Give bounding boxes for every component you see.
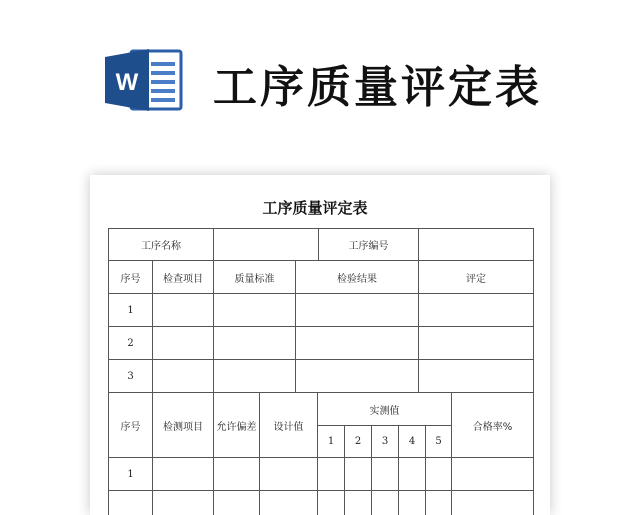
row-number: 2 — [109, 327, 153, 360]
pass-rate-cell[interactable] — [452, 458, 534, 491]
row-number — [109, 491, 153, 515]
process-code-label: 工序编号 — [319, 229, 419, 261]
check-item-cell[interactable] — [153, 360, 214, 393]
measured-col-2: 2 — [345, 426, 372, 458]
header-test-item: 检测项目 — [153, 393, 214, 458]
measured-col-5: 5 — [426, 426, 452, 458]
process-name-field[interactable] — [214, 229, 319, 261]
standard-cell[interactable] — [214, 327, 296, 360]
result-cell[interactable] — [296, 294, 419, 327]
table-row — [109, 327, 534, 360]
measurement-table — [108, 392, 534, 515]
standard-cell[interactable] — [214, 360, 296, 393]
measured-cell[interactable] — [372, 458, 399, 491]
result-cell[interactable] — [296, 327, 419, 360]
measured-cell[interactable] — [426, 458, 452, 491]
header-rating: 评定 — [419, 261, 534, 294]
process-name-label: 工序名称 — [109, 229, 214, 261]
rating-cell[interactable] — [419, 294, 534, 327]
document-sheet — [90, 175, 550, 515]
tolerance-cell[interactable] — [214, 458, 260, 491]
measured-cell[interactable] — [426, 491, 452, 515]
measured-cell[interactable] — [318, 491, 345, 515]
table-row — [109, 360, 534, 393]
header-no: 序号 — [109, 261, 153, 294]
row-number: 1 — [109, 294, 153, 327]
process-code-field[interactable] — [419, 229, 534, 261]
header-check-item: 检查项目 — [153, 261, 214, 294]
measured-cell[interactable] — [345, 491, 372, 515]
pass-rate-cell[interactable] — [452, 491, 534, 515]
page-title: 工序质量评定表 — [213, 58, 542, 118]
check-item-cell[interactable] — [153, 327, 214, 360]
measured-cell[interactable] — [372, 491, 399, 515]
document-title: 工序质量评定表 — [90, 197, 540, 218]
inspection-header-row — [109, 261, 534, 294]
process-info-row — [109, 229, 534, 261]
result-cell[interactable] — [296, 360, 419, 393]
measured-cell[interactable] — [399, 458, 426, 491]
table-row — [109, 458, 534, 491]
measured-cell[interactable] — [399, 491, 426, 515]
design-value-cell[interactable] — [260, 458, 318, 491]
table-row — [109, 491, 534, 515]
standard-cell[interactable] — [214, 294, 296, 327]
table-row — [109, 294, 534, 327]
inspection-table — [108, 228, 534, 393]
header-inspection-result: 检验结果 — [296, 261, 419, 294]
rating-cell[interactable] — [419, 360, 534, 393]
row-number: 3 — [109, 360, 153, 393]
header-design-value: 设计值 — [260, 393, 318, 458]
rating-cell[interactable] — [419, 327, 534, 360]
check-item-cell[interactable] — [153, 294, 214, 327]
header-pass-rate: 合格率% — [452, 393, 534, 458]
tolerance-cell[interactable] — [214, 491, 260, 515]
measurement-header-row — [109, 393, 534, 426]
header-measured-value: 实测值 — [318, 393, 452, 426]
measured-cell[interactable] — [318, 458, 345, 491]
design-value-cell[interactable] — [260, 491, 318, 515]
header-quality-standard: 质量标准 — [214, 261, 296, 294]
header-tolerance: 允许偏差 — [214, 393, 260, 458]
measured-col-1: 1 — [318, 426, 345, 458]
test-item-cell[interactable] — [153, 458, 214, 491]
test-item-cell[interactable] — [153, 491, 214, 515]
page-header — [0, 0, 640, 150]
header-no: 序号 — [109, 393, 153, 458]
row-number: 1 — [109, 458, 153, 491]
measured-cell[interactable] — [345, 458, 372, 491]
measured-col-3: 3 — [372, 426, 399, 458]
word-logo-letter: W — [116, 69, 139, 96]
word-icon — [105, 48, 185, 112]
measured-col-4: 4 — [399, 426, 426, 458]
